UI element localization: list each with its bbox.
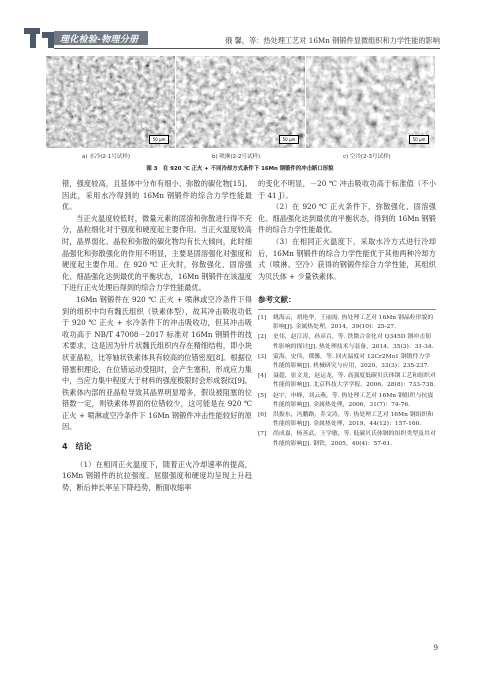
- header-rule: [54, 48, 440, 49]
- reference-text: 蒙海，史伟，俄馨，等. 回火温度对 12Cr2Mo1 钢锻件力学性能的影响[J]. 机械研究与应用，2020，33(3)：235-237.: [273, 353, 431, 369]
- references-title: 参考文献：: [258, 295, 296, 305]
- right-column: [258, 178, 436, 450]
- fracture-image-c: [306, 56, 435, 148]
- reference-item: [258, 353, 436, 371]
- reference-number: [4]: [258, 373, 267, 380]
- page-number: 9: [433, 644, 438, 652]
- subcaption-c: c) 空冷(2-3号试样): [343, 154, 391, 160]
- running-title: 俄 馨，等：热处理工艺对 16Mn 钢锻件显微组织和力学性能的影响: [225, 36, 440, 45]
- reference-text: 尚成嘉，杨善武，王学敏，等. 低碳贝氏体钢的组织类型及其对性能的影响[J]. 钢铁，2005，40(4)：57-61.: [273, 431, 436, 447]
- reference-number: [2]: [258, 334, 267, 341]
- subcaption-a: a) 水冷(2-1号试样): [82, 154, 131, 160]
- scale-bar: 50 μm: [149, 135, 169, 144]
- scale-bar: 50 μm: [279, 135, 299, 144]
- paragraph: 当正火温度较低时，微量元素的固溶和弥散进行得不充分，晶粒细化对于强度和硬度起主要作用。当正火温度较高时，晶界弱化、晶粒和弥散的碳化物均有长大倾向，此时细晶强化和弥散强化的作用不明显，主要是固溶强化对强度和硬度起主要作用。在 920 ℃ 正火时，弥散强化、固溶强化、细晶强化达到最优的平衡状态，16Mn 钢锻件在该温度下进行正火处理后得到的综合力学性能最优。: [62, 213, 252, 293]
- reference-number: [3]: [258, 353, 267, 360]
- paragraph: （3）在相同正火温度下，采取水冷方式进行冷却后，16Mn 钢锻件的综合力学性能优于其他两种冷却方式（喷淋、空冷）获得的钢锻件综合力学性能，其组织为贝氏体 + 少量铁素体。: [258, 236, 436, 281]
- fracture-image-a: [46, 56, 175, 148]
- subcaption-b: b) 喷淋(2-2号试样): [212, 154, 261, 160]
- paragraph: 的变化不明显，－20 ℃ 冲击吸收功高于标准值（不小于 41 J）。: [258, 179, 436, 200]
- scale-bar: 50 μm: [409, 135, 429, 144]
- references-rule: [258, 309, 436, 310]
- paragraph: （2）在 920 ℃ 正火条件下，弥散强化、固溶强化、细晶强化达到最优的平衡状态，得到的 16Mn 钢锻件的综合力学性能最优。: [258, 202, 436, 235]
- reference-item: [258, 372, 436, 390]
- paragraph: 16Mn 钢锻件在 920 ℃ 正火 + 喷淋或空冷条件下得到的组织中均有魏氏组织（铁素体型），故其冲击吸收功低于 920 ℃ 正火 + 水冷条件下的冲击吸收功，但其冲击吸收功高于 NB/T 47008－2017 标准对 16Mn 钢锻件的技术要求，这是因为针片状魏氏组织内存在精细结构，即小块状亚晶粒，比等轴状铁素体具有较高的位错密度[8]。根据位错塞积理论，在位错运动受阻时，会产生塞积，形成应力集中，当应力集中程度大于材料的强度极限时会形成裂纹[9]。铁素体内部的亚晶粒导致其晶界明显增多，假设被阻塞的位错数一定，则铁素体界面的位错较少，这可能是在 920 ℃ 正火 + 喷淋或空冷条件下 16Mn 钢锻件冲击性能较好的原因。: [62, 294, 252, 432]
- reference-list: [258, 314, 436, 449]
- fracture-image-b: [176, 56, 305, 148]
- reference-text: 聂超，崔文龙，赵运龙，等. 高强度低碳贝氏体钢工艺和组织对性能的影响[J]. 北京科技大学学报，2006，28(8)：733-738.: [273, 373, 436, 389]
- left-column: [62, 178, 252, 493]
- reference-item: [258, 430, 436, 448]
- section-title: 4 结论: [62, 442, 92, 452]
- paragraph: （1）在相同正火温度下，随着正火冷却速率的提高，16Mn 钢锻件的抗拉强度、屈服强度和硬度均呈现上升趋势，断后伸长率呈下降趋势，断面收缩率: [62, 459, 252, 492]
- journal-name: 理化检验-物理分册: [60, 35, 139, 45]
- reference-text: 史伟，赵江涛，孙彦百，等. 铁微合金化对 Q345D 钢冲击韧性影响的探讨[J]. 热处理技术与装备，2014，35(3)：31-34.: [273, 334, 434, 350]
- reference-number: [6]: [258, 411, 267, 418]
- reference-text: 赵宇，申峰，刘云燕，等. 热处理工艺对 16Mn 钢组织与抗震性能的影响[J]. 金属热处理，2006，31(7)：74-76.: [273, 392, 434, 408]
- reference-item: [258, 333, 436, 351]
- figure-caption: 图 3 在 920 ℃ 正火 + 不同冷却方式条件下 16Mn 钢锻件的冲击断口形貌: [146, 166, 334, 172]
- reference-number: [7]: [258, 431, 267, 438]
- reference-number: [1]: [258, 314, 267, 321]
- reference-item: [258, 314, 436, 332]
- reference-item: [258, 392, 436, 410]
- reference-text: 洪振东，冯鹏路，乔文涛，等. 热处理工艺对 16Mn 钢组织和性能的影响[J]. 金属热处理，2019，44(12)：157-160.: [273, 411, 434, 428]
- reference-number: [5]: [258, 392, 267, 399]
- paragraph: 错，强度较高，且基体中分布有细小、弥散的碳化物[15]。因此，采用水冷得到的 16Mn 钢锻件的综合力学性能最优。: [62, 179, 252, 212]
- reference-text: 姚海云，胡艳华，王丽霞. 热处理工艺对 16Mn 钢晶粒形貌的影响[J]. 金属热处理，2014，39(10)：25-27.: [273, 314, 434, 331]
- reference-item: [258, 411, 436, 429]
